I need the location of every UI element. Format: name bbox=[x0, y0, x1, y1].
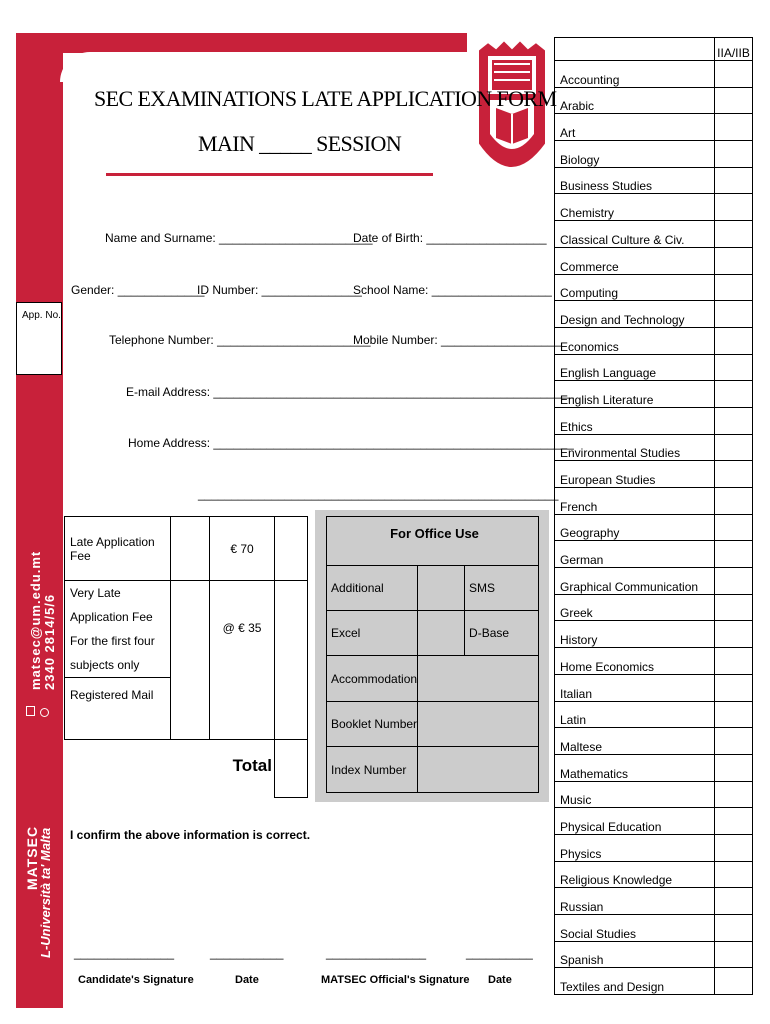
subject-row bbox=[555, 781, 753, 808]
subject-row bbox=[555, 941, 753, 968]
subjects-header-blank bbox=[555, 38, 715, 61]
total-label: Total bbox=[65, 740, 275, 798]
subject-checkbox[interactable] bbox=[715, 221, 753, 248]
gender-field[interactable]: Gender: _____________ bbox=[71, 283, 205, 297]
subject-label: French bbox=[555, 488, 715, 515]
subject-checkbox[interactable] bbox=[715, 621, 753, 648]
top-band bbox=[16, 33, 467, 53]
subject-label: Art bbox=[555, 114, 715, 141]
subject-checkbox[interactable] bbox=[715, 541, 753, 568]
subject-label: Latin bbox=[555, 701, 715, 728]
subject-label: Mathematics bbox=[555, 754, 715, 781]
subject-checkbox[interactable] bbox=[715, 754, 753, 781]
subject-row bbox=[555, 701, 753, 728]
excel-label: Excel bbox=[327, 611, 418, 656]
subject-row bbox=[555, 354, 753, 381]
subject-row bbox=[555, 488, 753, 515]
dbase-label: D-Base bbox=[465, 611, 539, 656]
booklet-number-label: Booklet Number bbox=[327, 702, 418, 747]
late-fee-check[interactable] bbox=[275, 517, 308, 581]
subject-label: Commerce bbox=[555, 247, 715, 274]
subject-label: Business Studies bbox=[555, 167, 715, 194]
very-late-fee-check[interactable] bbox=[275, 581, 308, 740]
home-address-field[interactable]: Home Address: ______________________________________________________ bbox=[128, 436, 574, 450]
sms-label: SMS bbox=[465, 566, 539, 611]
index-number-value[interactable] bbox=[418, 747, 539, 793]
subject-row bbox=[555, 461, 753, 488]
subject-row bbox=[555, 568, 753, 595]
subject-row bbox=[555, 141, 753, 168]
subject-row bbox=[555, 594, 753, 621]
candidate-signature-label: Candidate's Signature bbox=[78, 974, 194, 986]
subject-label: Greek bbox=[555, 594, 715, 621]
subject-row bbox=[555, 648, 753, 675]
subject-checkbox[interactable] bbox=[715, 834, 753, 861]
date-line-1[interactable]: ___________ bbox=[210, 946, 284, 960]
total-value[interactable] bbox=[275, 740, 308, 798]
subject-checkbox[interactable] bbox=[715, 247, 753, 274]
subject-label: Home Economics bbox=[555, 648, 715, 675]
date-label-1: Date bbox=[235, 974, 259, 986]
very-late-fee-cell bbox=[65, 581, 171, 678]
subject-checkbox[interactable] bbox=[715, 114, 753, 141]
subject-row bbox=[555, 381, 753, 408]
subject-checkbox[interactable] bbox=[715, 488, 753, 515]
subject-checkbox[interactable] bbox=[715, 648, 753, 675]
subject-row bbox=[555, 834, 753, 861]
home-address-field-2[interactable]: ______________________________________________________ bbox=[198, 487, 559, 501]
subject-row bbox=[555, 514, 753, 541]
confirmation-text: I confirm the above information is correct. bbox=[70, 828, 311, 842]
subject-checkbox[interactable] bbox=[715, 381, 753, 408]
subject-row bbox=[555, 888, 753, 915]
subject-label: English Language bbox=[555, 354, 715, 381]
subject-checkbox[interactable] bbox=[715, 568, 753, 595]
subject-checkbox[interactable] bbox=[715, 301, 753, 328]
subject-checkbox[interactable] bbox=[715, 461, 753, 488]
additional-label: Additional bbox=[327, 566, 418, 611]
subject-checkbox[interactable] bbox=[715, 861, 753, 888]
subject-label: English Literature bbox=[555, 381, 715, 408]
subject-checkbox[interactable] bbox=[715, 61, 753, 88]
subject-checkbox[interactable] bbox=[715, 354, 753, 381]
subject-checkbox[interactable] bbox=[715, 808, 753, 835]
subject-row bbox=[555, 61, 753, 88]
subject-row bbox=[555, 728, 753, 755]
very-late-fee-value: @ € 35 bbox=[210, 581, 275, 740]
excel-blank[interactable] bbox=[418, 611, 465, 656]
subject-checkbox[interactable] bbox=[715, 781, 753, 808]
subject-row bbox=[555, 754, 753, 781]
subject-label: Classical Culture & Civ. bbox=[555, 221, 715, 248]
subject-checkbox[interactable] bbox=[715, 407, 753, 434]
mobile-field[interactable]: Mobile Number: __________________ bbox=[353, 333, 562, 347]
subject-row bbox=[555, 621, 753, 648]
accommodation-label: Accommodation bbox=[327, 656, 418, 702]
subject-label: Ethics bbox=[555, 407, 715, 434]
date-line-2[interactable]: __________ bbox=[466, 946, 533, 960]
subject-label: Design and Technology bbox=[555, 301, 715, 328]
subject-checkbox[interactable] bbox=[715, 194, 753, 221]
very-late-fee-blank bbox=[171, 581, 210, 740]
additional-blank[interactable] bbox=[418, 566, 465, 611]
subject-label: Maltese bbox=[555, 728, 715, 755]
university-crest-logo bbox=[470, 34, 552, 194]
subject-label: Graphical Communication bbox=[555, 568, 715, 595]
side-phone: 2340 2814/5/6 bbox=[42, 593, 57, 690]
late-fee-blank bbox=[171, 517, 210, 581]
subject-row bbox=[555, 247, 753, 274]
accommodation-value[interactable] bbox=[418, 656, 539, 702]
subject-row bbox=[555, 274, 753, 301]
subject-row bbox=[555, 434, 753, 461]
subject-row bbox=[555, 327, 753, 354]
subject-checkbox[interactable] bbox=[715, 327, 753, 354]
subject-label: Accounting bbox=[555, 61, 715, 88]
subject-label: Physical Education bbox=[555, 808, 715, 835]
first-four-note: For the first four subjects only bbox=[70, 634, 155, 672]
id-number-field[interactable]: ID Number: _______________ bbox=[197, 283, 362, 297]
telephone-field[interactable]: Telephone Number: _______________________ bbox=[109, 333, 371, 347]
booklet-number-value[interactable] bbox=[418, 702, 539, 747]
side-email: matsec@um.edu.mt bbox=[28, 550, 43, 690]
dob-field[interactable]: Date of Birth: __________________ bbox=[353, 231, 547, 245]
subject-checkbox[interactable] bbox=[715, 167, 753, 194]
subject-label: Textiles and Design bbox=[555, 968, 715, 995]
subject-label: Spanish bbox=[555, 941, 715, 968]
subject-label: History bbox=[555, 621, 715, 648]
subject-label: German bbox=[555, 541, 715, 568]
subject-label: Biology bbox=[555, 141, 715, 168]
name-field[interactable]: Name and Surname: _______________________ bbox=[105, 231, 373, 245]
subject-label: Religious Knowledge bbox=[555, 861, 715, 888]
subject-label: Russian bbox=[555, 888, 715, 915]
office-use-title: For Office Use bbox=[327, 517, 539, 566]
subject-checkbox[interactable] bbox=[715, 274, 753, 301]
app-no-label: App. No. bbox=[22, 310, 61, 321]
session-line: MAIN _____ SESSION bbox=[198, 131, 402, 156]
subject-row bbox=[555, 968, 753, 995]
subject-label: Computing bbox=[555, 274, 715, 301]
official-signature-label: MATSEC Official's Signature bbox=[321, 974, 470, 986]
subject-label: Music bbox=[555, 781, 715, 808]
subject-row bbox=[555, 87, 753, 114]
subject-checkbox[interactable] bbox=[715, 514, 753, 541]
subject-checkbox[interactable] bbox=[715, 941, 753, 968]
subject-label: Environmental Studies bbox=[555, 434, 715, 461]
late-fee-value: € 70 bbox=[210, 517, 275, 581]
school-field[interactable]: School Name: __________________ bbox=[353, 283, 552, 297]
subject-checkbox[interactable] bbox=[715, 701, 753, 728]
registered-mail-label: Registered Mail bbox=[65, 678, 171, 740]
subject-label: Physics bbox=[555, 834, 715, 861]
subjects-header-label: IIA/IIB bbox=[715, 38, 753, 61]
envelope-icon bbox=[26, 706, 35, 716]
index-number-label: Index Number bbox=[327, 747, 418, 793]
official-signature-line[interactable]: _______________ bbox=[326, 946, 427, 960]
title-rule bbox=[106, 173, 433, 176]
subject-row bbox=[555, 861, 753, 888]
subjects-table bbox=[554, 37, 753, 995]
subject-label: Arabic bbox=[555, 87, 715, 114]
subject-label: Chemistry bbox=[555, 194, 715, 221]
side-place: L-Università ta' Malta bbox=[38, 827, 53, 958]
candidate-signature-line[interactable]: _______________ bbox=[74, 946, 175, 960]
subject-checkbox[interactable] bbox=[715, 728, 753, 755]
subject-label: Economics bbox=[555, 327, 715, 354]
subject-row bbox=[555, 221, 753, 248]
subject-label: Social Studies bbox=[555, 915, 715, 942]
form-title: SEC EXAMINATIONS LATE APPLICATION FORM bbox=[94, 86, 557, 111]
subject-row bbox=[555, 808, 753, 835]
office-use-table bbox=[326, 516, 539, 793]
email-field[interactable]: E-mail Address: ______________________________________________________ bbox=[126, 385, 574, 399]
side-org: MATSEC bbox=[24, 825, 40, 890]
subject-row bbox=[555, 407, 753, 434]
phone-icon bbox=[40, 708, 49, 717]
subject-label: European Studies bbox=[555, 461, 715, 488]
subject-checkbox[interactable] bbox=[715, 674, 753, 701]
top-band-curve bbox=[60, 52, 467, 82]
subject-row bbox=[555, 674, 753, 701]
subject-checkbox[interactable] bbox=[715, 87, 753, 114]
subject-row bbox=[555, 541, 753, 568]
subject-checkbox[interactable] bbox=[715, 888, 753, 915]
date-label-2: Date bbox=[488, 974, 512, 986]
very-late-fee-label: Very Late Application Fee bbox=[70, 586, 153, 624]
subject-row bbox=[555, 194, 753, 221]
subject-checkbox[interactable] bbox=[715, 968, 753, 995]
fees-table bbox=[64, 516, 308, 798]
subject-label: Geography bbox=[555, 514, 715, 541]
subject-label: Italian bbox=[555, 674, 715, 701]
subject-checkbox[interactable] bbox=[715, 434, 753, 461]
late-fee-label: Late Application Fee bbox=[65, 517, 171, 581]
subject-checkbox[interactable] bbox=[715, 141, 753, 168]
subject-row bbox=[555, 167, 753, 194]
subject-row bbox=[555, 915, 753, 942]
subject-row bbox=[555, 301, 753, 328]
subject-checkbox[interactable] bbox=[715, 915, 753, 942]
subject-checkbox[interactable] bbox=[715, 594, 753, 621]
subject-row bbox=[555, 114, 753, 141]
